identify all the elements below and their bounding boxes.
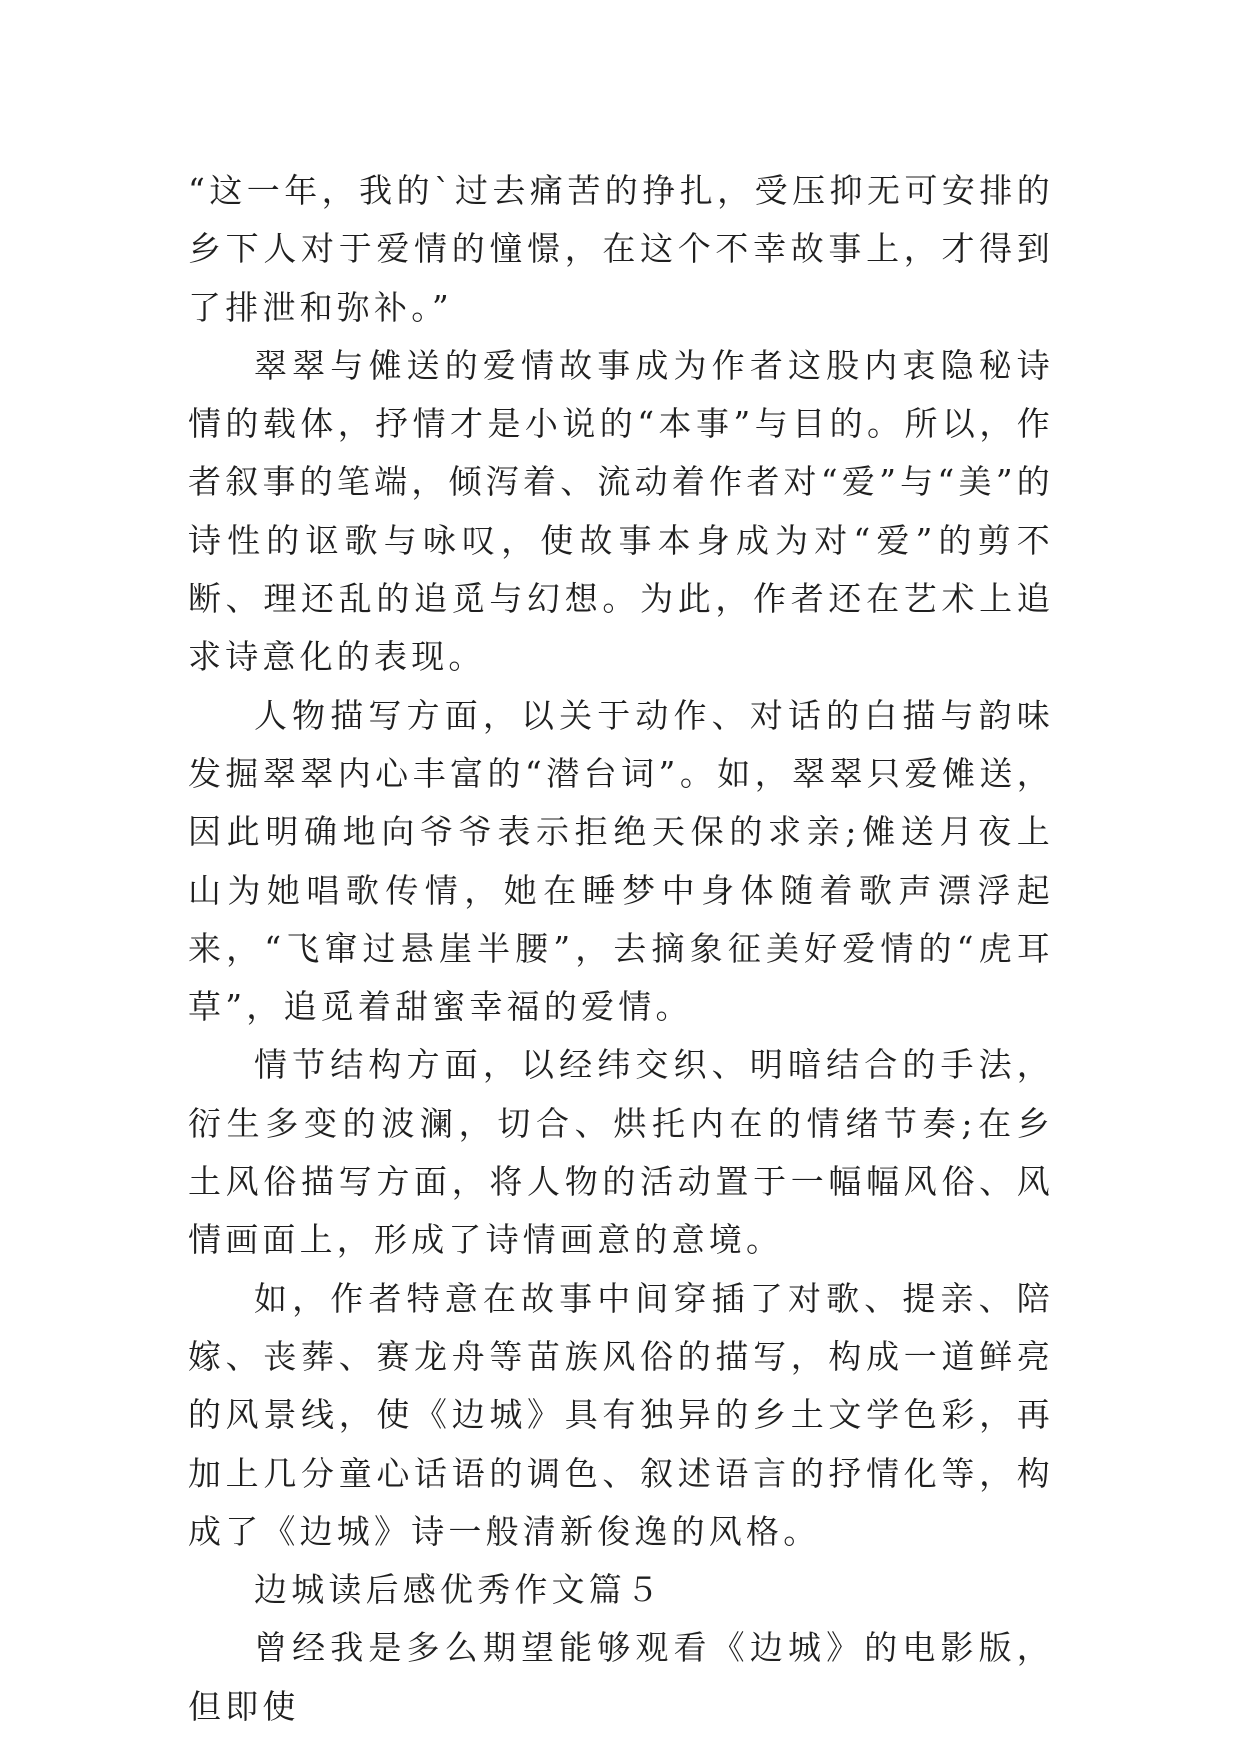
body-paragraph-1: 翠翠与傩送的爱情故事成为作者这股内衷隐秘诗情的载体，抒情才是小说的“本事”与目的。所以，作者叙事的笔端，倾泻着、流动着作者对“爱”与“美”的诗性的讴歌与咏叹，使故事本身成为对“爱”的剪不断、理还乱的追觅与幻想。为此，作者还在艺术上追求诗意化的表现。 bbox=[188, 345, 1054, 677]
body-paragraph-3: 情节结构方面，以经纬交织、明暗结合的手法，衍生多变的波澜，切合、烘托内在的情绪节奏;在乡土风俗描写方面，将人物的活动置于一幅幅风俗、风情画面上，形成了诗情画意的意境。 bbox=[188, 1045, 1054, 1260]
body-paragraph-5: 曾经我是多么期望能够观看《边城》的电影版，但即使 bbox=[188, 1628, 1054, 1726]
body-paragraph-2: 人物描写方面，以关于动作、对话的白描与韵味发掘翠翠内心丰富的“潜台词”。如，翠翠只爱傩送，因此明确地向爷爷表示拒绝天保的求亲;傩送月夜上山为她唱歌传情，她在睡梦中身体随着歌声漂浮起来，“飞窜过悬崖半腰”，去摘象征美好爱情的“虎耳草”，追觅着甜蜜幸福的爱情。 bbox=[188, 695, 1054, 1027]
section-heading: 边城读后感优秀作文篇５ bbox=[254, 1570, 664, 1610]
quote-paragraph: “这一年，我的`过去痛苦的挣扎，受压抑无可安排的乡下人对于爱情的憧憬，在这个不幸故事上，才得到了排泄和弥补。” bbox=[188, 171, 1054, 327]
body-paragraph-4: 如，作者特意在故事中间穿插了对歌、提亲、陪嫁、丧葬、赛龙舟等苗族风俗的描写，构成一道鲜亮的风景线，使《边城》具有独异的乡土文学色彩，再加上几分童心话语的调色、叙述语言的抒情化等，构成了《边城》诗一般清新俊逸的风格。 bbox=[188, 1278, 1054, 1551]
document-body bbox=[188, 162, 1054, 1736]
